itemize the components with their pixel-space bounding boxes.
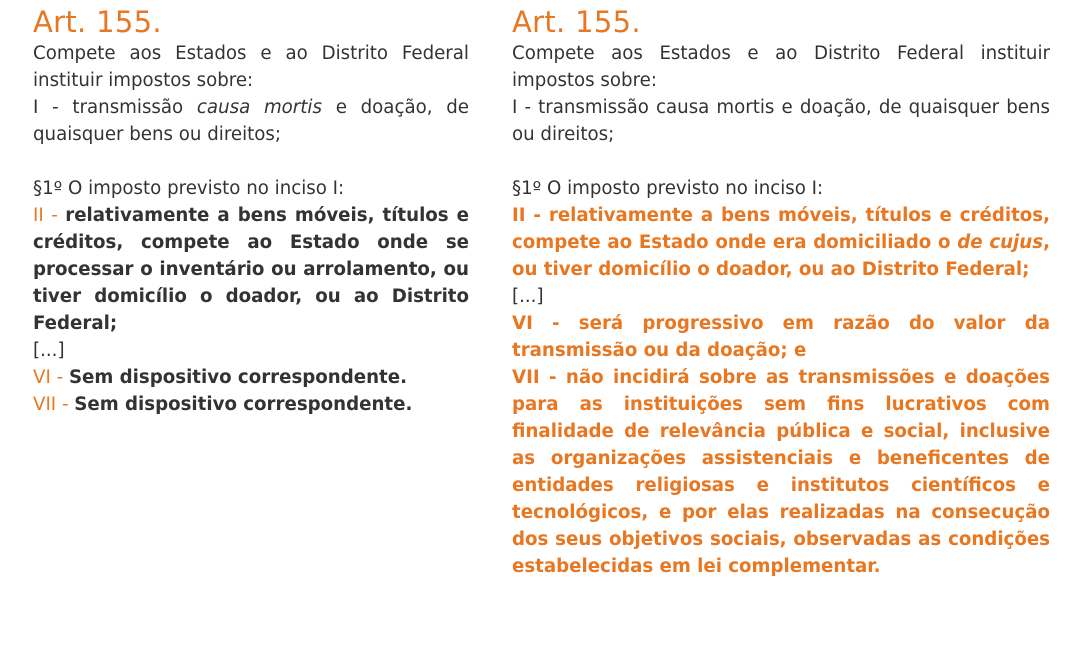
left-paragrafo: §1º O imposto previsto no inciso I:: [33, 178, 345, 199]
right-item-ii-italic: de cujus: [957, 232, 1044, 253]
left-item-ii: [33, 202, 469, 337]
right-item-ii-suffix: , ou tiver domicílio o doador, ou ao Distrito Federal;: [512, 232, 1050, 280]
left-column-current-text: [33, 0, 469, 418]
right-intro: Compete aos Estados e ao Distrito Federal instituir impostos sobre:: [512, 43, 1050, 91]
left-item-vii-label: VII -: [33, 394, 75, 415]
left-item-vi: [33, 364, 469, 391]
left-inciso-i: [33, 94, 469, 148]
right-item-ii-prefix: II - relativamente a bens móveis, títulos e créditos, compete ao Estado onde era domiciliado o: [512, 205, 1050, 253]
right-column-proposed-text: [512, 0, 1050, 580]
right-item-vii: VII - não incidirá sobre as transmissões e doações para as instituições sem fins lucrativos com finalidade de relevância pública e social, inclusive as organizações assistenciais e beneficentes de entidades religiosas e institutos científicos e tecnológicos, e por elas realizadas na consecução dos seus objetivos sociais, observadas as condições estabelecidas em lei complementar.: [512, 367, 1050, 577]
right-article-heading: Art. 155.: [512, 5, 641, 39]
right-spacer: [512, 148, 1050, 175]
left-item-vii-text: Sem dispositivo correspondente.: [74, 394, 413, 415]
left-item-vii: [33, 391, 469, 418]
left-inciso-i-prefix: I - transmissão: [33, 97, 197, 118]
left-ellipsis: [...]: [33, 340, 65, 361]
left-item-vi-text: Sem dispositivo correspondente.: [68, 367, 407, 388]
right-paragrafo: §1º O imposto previsto no inciso I:: [512, 178, 824, 199]
right-ellipsis: [...]: [512, 286, 544, 307]
left-spacer: [33, 148, 469, 175]
left-inciso-i-italic: causa mortis: [196, 97, 322, 118]
left-article-heading: Art. 155.: [33, 5, 162, 39]
left-inciso-i-suffix: e doação, de quaisquer bens ou direitos;: [33, 97, 469, 145]
right-item-vi: VI - será progressivo em razão do valor da transmissão ou da doação; e: [512, 313, 1050, 361]
left-intro: Compete aos Estados e ao Distrito Federal instituir impostos sobre:: [33, 43, 469, 91]
left-item-ii-label: II -: [33, 205, 66, 226]
right-item-ii: [512, 202, 1050, 283]
left-item-ii-text: relativamente a bens móveis, títulos e créditos, compete ao Estado onde se processar o inventário ou arrolamento, ou tiver domicílio o doador, ou ao Distrito Federal;: [33, 205, 469, 334]
right-inciso-i: I - transmissão causa mortis e doação, de quaisquer bens ou direitos;: [512, 97, 1050, 145]
left-item-vi-label: VI -: [33, 367, 69, 388]
